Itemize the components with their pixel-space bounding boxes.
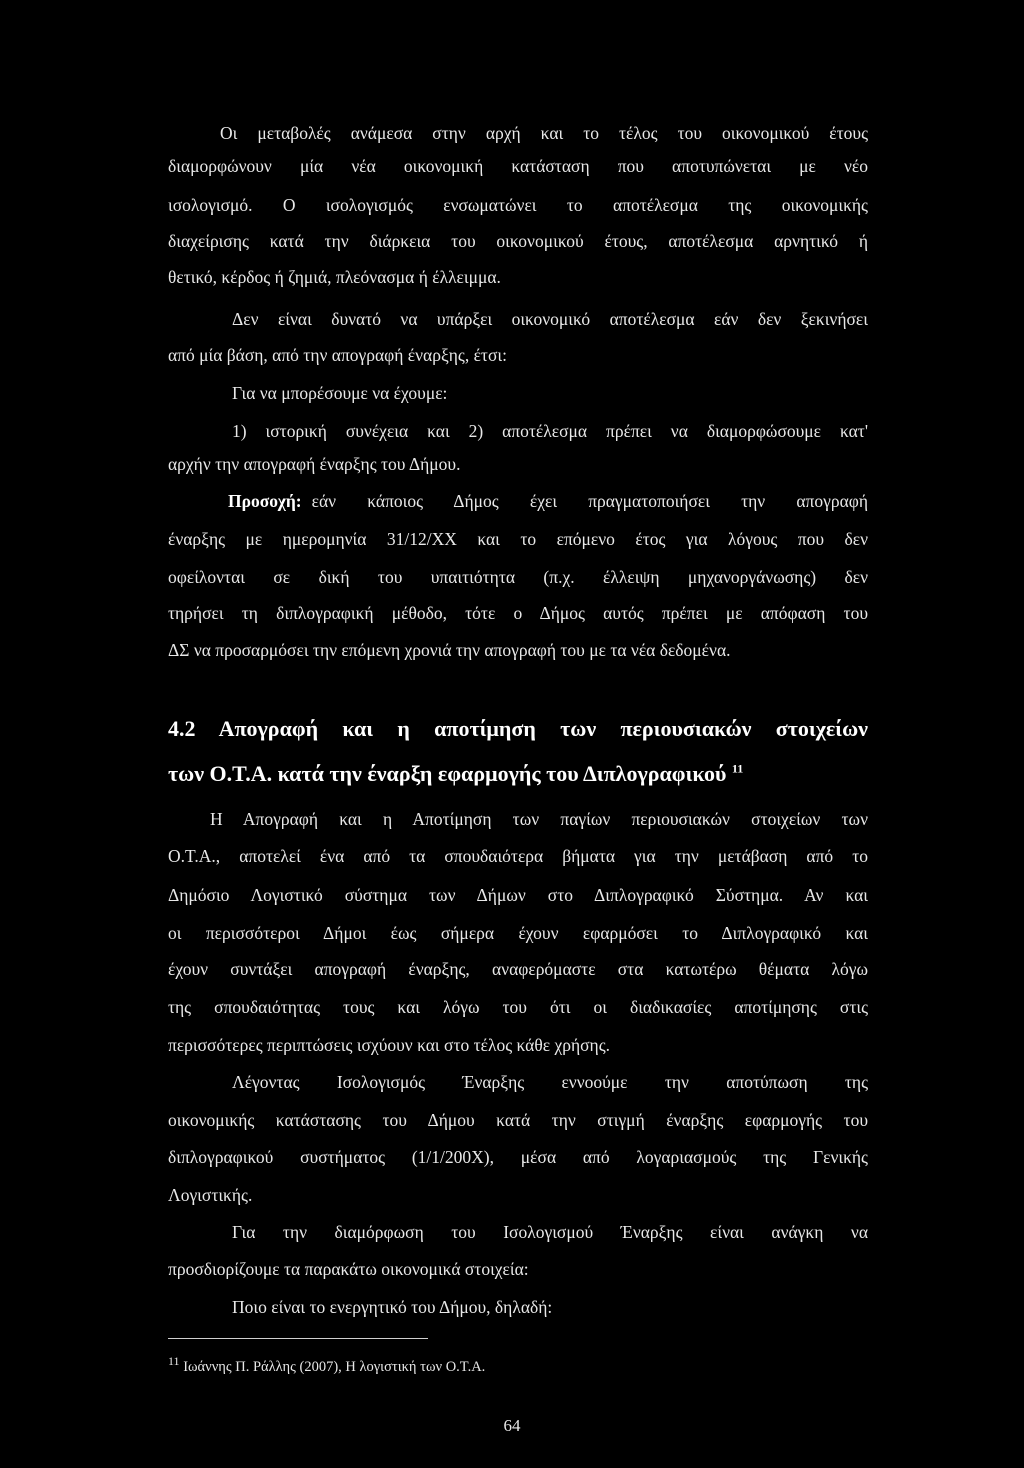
footnote — [168, 1354, 486, 1376]
body-line: Ποιο είναι το ενεργητικό του Δήμου, δηλαδή: — [232, 1297, 553, 1317]
section-heading-text: των Ο.Τ.Α. κατά την έναρξη εφαρμογής του Διπλογραφικού — [168, 761, 727, 786]
body-line: περισσότερες περιπτώσεις ισχύουν και στο τέλος κάθε χρήσης. — [168, 1035, 611, 1055]
footnote-number: 11 — [168, 1354, 180, 1369]
body-line: Λογιστικής. — [168, 1185, 253, 1205]
body-line: διαμορφώνουν μία νέα οικονομική κατάσταση που αποτυπώνεται με νέο — [168, 156, 868, 176]
body-line: 1) ιστορική συνέχεια και 2) αποτέλεσμα πρέπει να διαμορφώσουμε κατ' — [232, 421, 868, 441]
body-line: ισολογισμό. Ο ισολογισμός ενσωματώνει το αποτέλεσμα της οικονομικής — [168, 195, 868, 215]
body-line: τηρήσει τη διπλογραφική μέθοδο, τότε ο Δήμος αυτός πρέπει με απόφαση του — [168, 603, 868, 623]
body-line: της σπουδαιότητας τους και λόγω του ότι οι διαδικασίες αποτίμησης στις — [168, 997, 868, 1017]
body-line: διαχείρισης κατά την διάρκεια του οικονομικού έτους, αποτέλεσμα αρνητικό ή — [168, 231, 868, 251]
body-line: έναρξης με ημερομηνία 31/12/XX και το επόμενο έτος για λόγους που δεν — [168, 529, 868, 549]
body-line: από μία βάση, από την απογραφή έναρξης, έτσι: — [168, 345, 507, 365]
body-line: οι περισσότεροι Δήμοι έως σήμερα έχουν εφαρμόσει το Διπλογραφικό και — [168, 923, 868, 943]
body-line: Για να μπορέσουμε να έχουμε: — [232, 383, 448, 403]
body-line: εάν κάποιος Δήμος έχει πραγματοποιήσει την απογραφή — [311, 491, 868, 511]
body-line: αρχήν την απογραφή έναρξης του Δήμου. — [168, 454, 461, 474]
body-line: Η Απογραφή και η Αποτίμηση των παγίων περιουσιακών στοιχείων των — [210, 809, 868, 829]
body-line: έχουν συντάξει απογραφή έναρξης, αναφερόμαστε στα κατωτέρω θέματα λόγω — [168, 959, 868, 979]
page-number: 64 — [503, 1416, 521, 1435]
body-line: Οι μεταβολές ανάμεσα στην αρχή και το τέλος του οικονομικού έτους — [220, 123, 868, 143]
body-line: Ο.Τ.Α., αποτελεί ένα από τα σπουδαιότερα βήματα για την μετάβαση από το — [168, 846, 868, 866]
body-line: θετικό, κέρδος ή ζημιά, πλεόνασμα ή έλλειμμα. — [168, 267, 501, 287]
body-line: προσδιορίζουμε τα παρακάτω οικονομικά στοιχεία: — [168, 1259, 529, 1279]
footnote-divider — [168, 1338, 428, 1339]
body-line: Δημόσιο Λογιστικό σύστημα των Δήμων στο Διπλογραφικό Σύστημα. Αν και — [168, 885, 868, 905]
body-line: διπλογραφικού συστήματος (1/1/200X), μέσα από λογαριασμούς της Γενικής — [168, 1147, 868, 1167]
body-line: Λέγοντας Ισολογισμός Έναρξης εννοούμε την αποτύπωση της — [232, 1072, 868, 1092]
footnote-ref: 11 — [731, 761, 744, 776]
body-line: Για την διαμόρφωση του Ισολογισμού Έναρξης είναι ανάγκη να — [232, 1222, 868, 1242]
body-line: Δεν είναι δυνατό να υπάρξει οικονομικό αποτέλεσμα εάν δεν ξεκινήσει — [232, 309, 868, 329]
footnote-text: Ιωάννης Π. Ράλλης (2007), Η λογιστική των Ο.Τ.Α. — [183, 1359, 486, 1375]
body-line: ΔΣ να προσαρμόσει την επόμενη χρονιά την απογραφή του με τα νέα δεδομένα. — [168, 640, 731, 660]
body-line: οφείλονται σε δική του υπαιτιότητα (π.χ. έλλειψη μηχανοργάνωσης) δεν — [168, 567, 868, 587]
attention-label: Προσοχή: — [228, 491, 302, 511]
section-heading-line: 4.2 Απογραφή και η αποτίμηση των περιουσιακών στοιχείων — [168, 716, 868, 741]
section-heading-line — [168, 761, 868, 787]
attention-line — [228, 490, 868, 512]
body-line: οικονομικής κατάστασης του Δήμου κατά την στιγμή έναρξης εφαρμογής του — [168, 1110, 868, 1130]
